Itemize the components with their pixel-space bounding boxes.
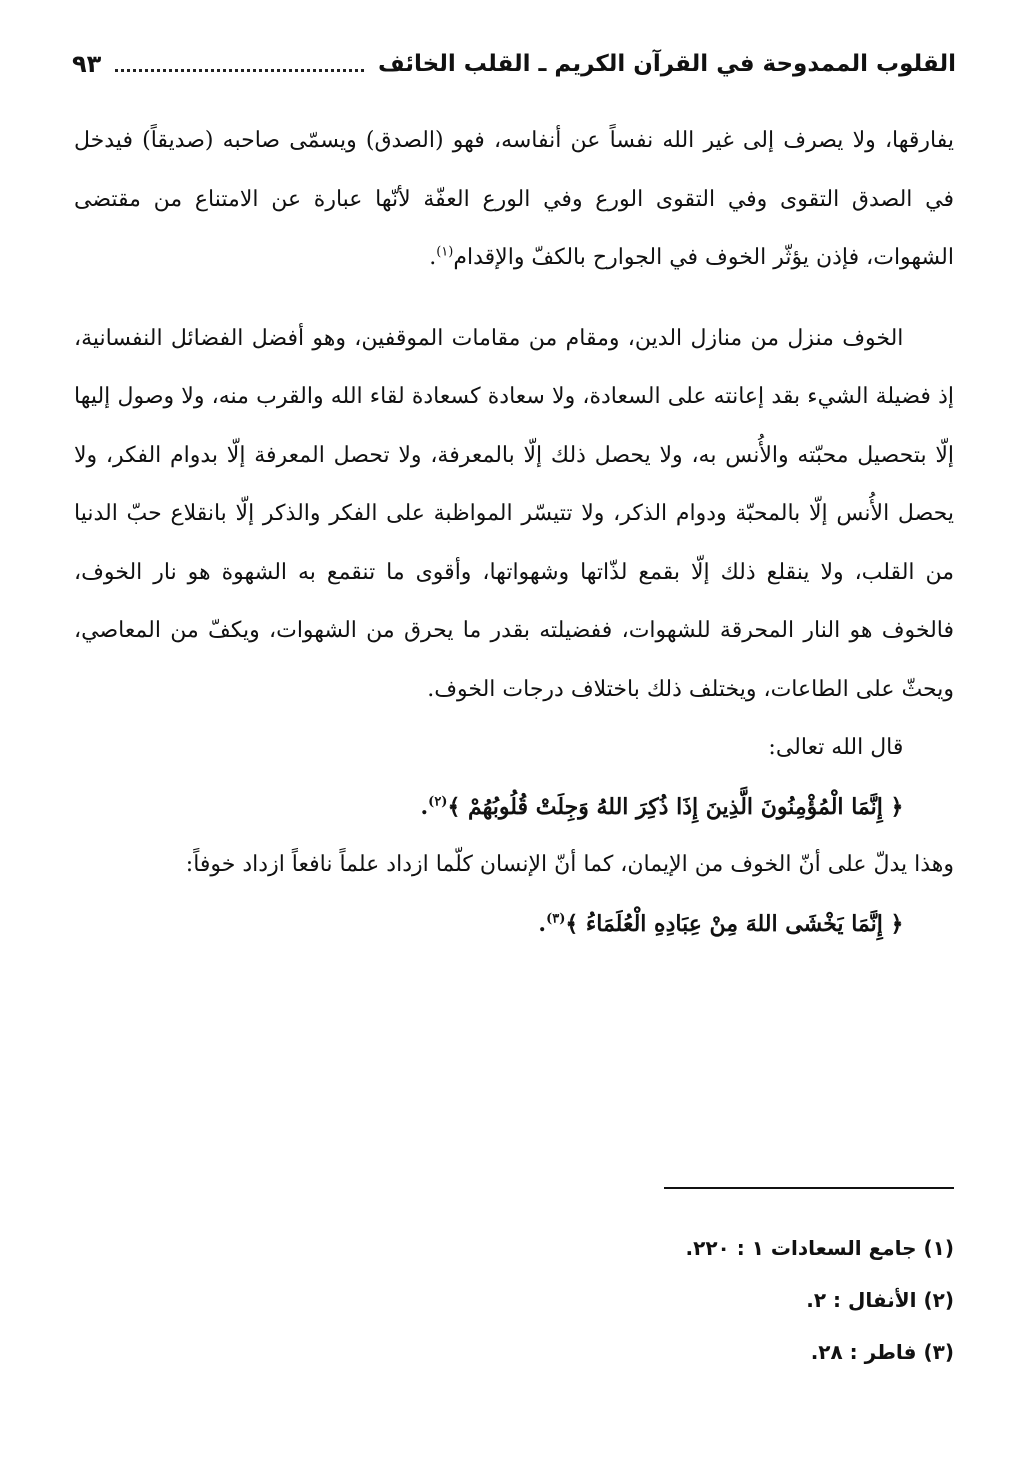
quran-verse-1-end: .: [420, 793, 429, 820]
footnote-2: (٢) الأنفال : ٢.: [806, 1288, 954, 1312]
paragraph-1: [74, 112, 954, 288]
footnote-ref-2: (٢): [428, 794, 448, 810]
quran-verse-1: [74, 778, 954, 837]
main-text: [74, 112, 954, 953]
footnote-ref-1: (١): [436, 244, 454, 260]
paragraph-2: الخوف منزل من منازل الدين، ومقام من مقامات الموقفين، وهو أفضل الفضائل النفسانية، إذ فضيلة الشيء بقد إعانته على السعادة، ولا سعادة كسعادة لقاء الله والقرب منه، ولا وصول إليها إلّا بتحصيل محبّته والأُنس به، ولا يحصل ذلك إلّا بالمعرفة، ولا تحصل المعرفة إلّا بدوام الفكر، ولا يحصل الأُنس إلّا بالمحبّة ودوام الذكر، ولا تتيسّر المواظبة على الفكر والذكر إلّا بانقلاع حبّ الدنيا من القلب، ولا ينقلع ذلك إلّا بقمع لذّاتها وشهواتها، وأقوى ما تنقمع به الشهوة هو نار الخوف، فالخوف هو النار المحرقة للشهوات، ففضيلته بقدر ما يحرق من الشهوات، ويكفّ من المعاصي، ويحثّ على الطاعات، ويختلف ذلك باختلاف درجات الخوف.: [74, 325, 954, 702]
page-number: ٩٣: [72, 50, 102, 78]
footnotes: [554, 1222, 954, 1378]
paragraph-1-end: .: [429, 245, 437, 270]
quran-verse-1-text: ﴿ إِنَّمَا الْمُؤْمِنُونَ الَّذِينَ إِذَا ذُكِرَ اللهُ وَجِلَتْ قُلُوبُهُمْ ﴾: [447, 793, 904, 820]
paragraph-4: وهذا يدلّ على أنّ الخوف من الإيمان، كما أنّ الإنسان كلّما ازداد علماً نافعاً ازداد خوفاً:: [185, 852, 954, 877]
footnote-separator: [664, 1187, 954, 1189]
paragraph-1-text: يفارقها، ولا يصرف إلى غير الله نفساً عن أنفاسه، فهو (الصدق) ويسمّى صاحبه (صديقاً) فيدخل في الصدق التقوى وفي التقوى الورع وفي الورع العفّة لأنّها عبارة عن الامتناع من مقتضى الشهوات، فإذن يؤثّر الخوف في الجوارح بالكفّ والإقدام: [74, 128, 954, 270]
paragraph-3: قال الله تعالى:: [768, 735, 904, 760]
quran-verse-2-text: ﴿ إِنَّمَا يَخْشَى اللهَ مِنْ عِبَادِهِ الْعُلَمَاءُ ﴾: [565, 910, 904, 937]
running-header: [72, 42, 956, 86]
footnote-ref-3: (٣): [546, 911, 566, 927]
quran-verse-2-end: .: [538, 910, 547, 937]
header-dotted-leader: [115, 69, 364, 72]
footnote-1: (١) جامع السعادات ١ : ٢٢٠.: [685, 1236, 954, 1260]
running-header-title: القلوب الممدوحة في القرآن الكريم ـ القلب الخائف: [377, 51, 956, 77]
footnote-3: (٣) فاطر : ٢٨.: [810, 1340, 954, 1364]
quran-verse-2: [74, 895, 954, 954]
